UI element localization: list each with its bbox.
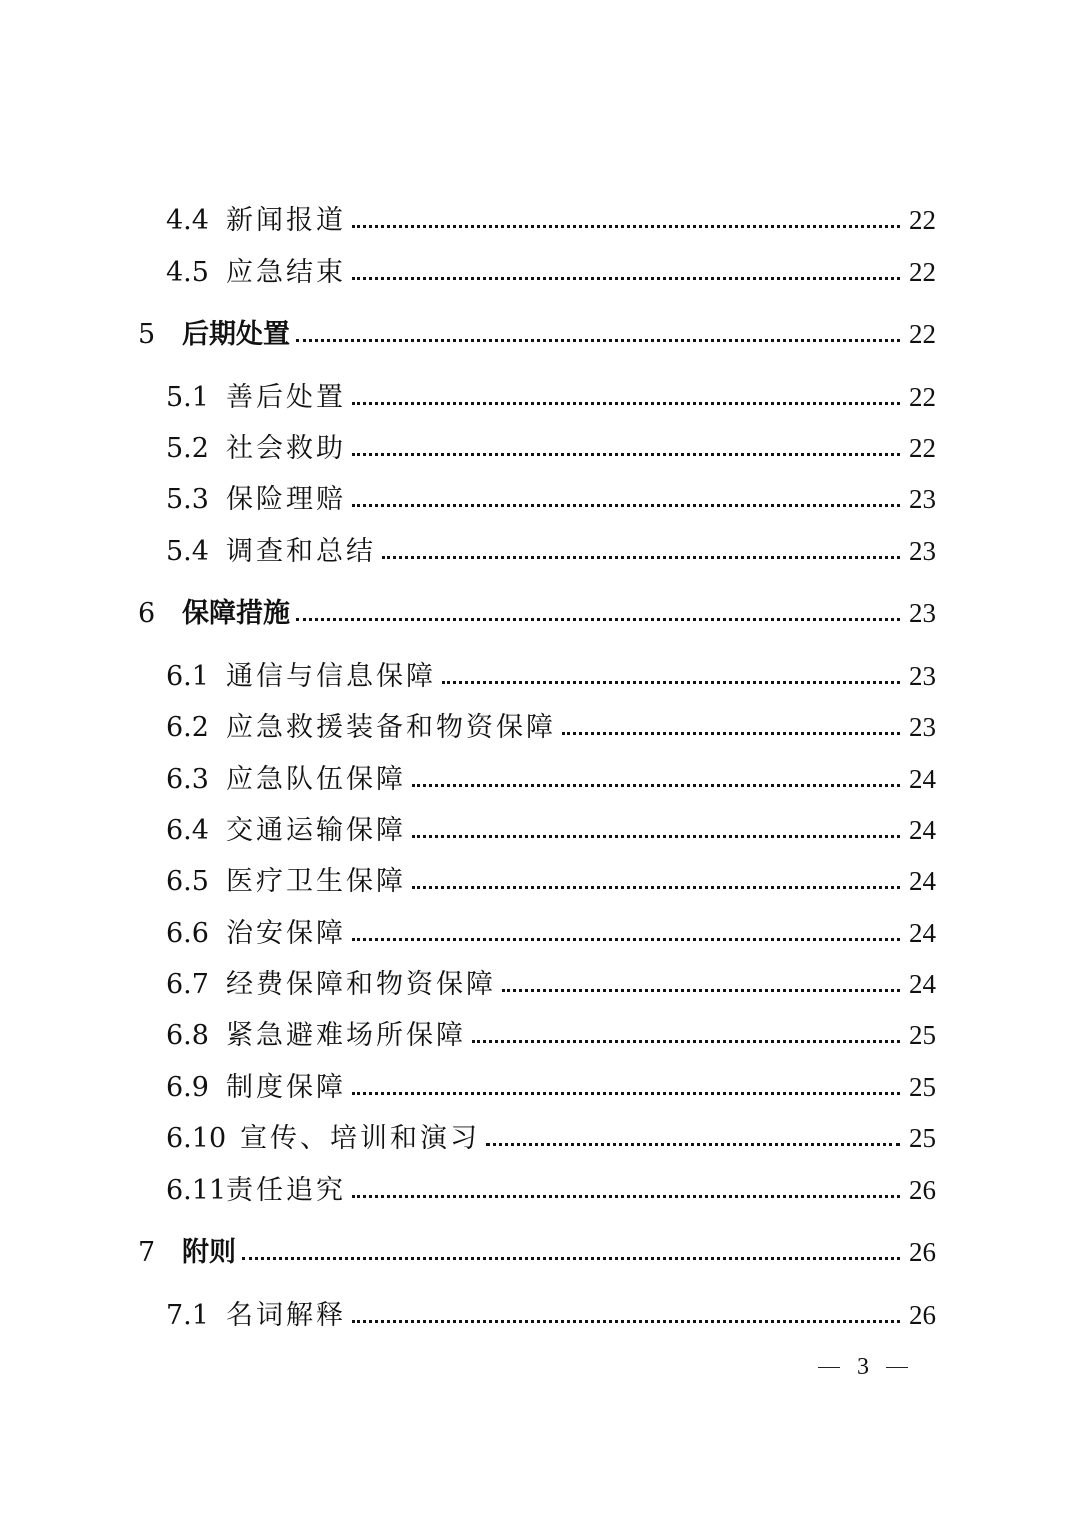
toc-entry-6[interactable]: [138, 596, 936, 631]
toc-entry-title: 制度保障: [226, 1072, 346, 1103]
dot-leader: [486, 1143, 900, 1146]
toc-entry-title: 名词解释: [226, 1300, 346, 1331]
dot-leader: [352, 225, 900, 228]
toc-entry-title: 通信与信息保障: [226, 661, 436, 692]
toc-entry-6-6[interactable]: [166, 916, 936, 951]
toc-entry-4-4[interactable]: [166, 203, 936, 238]
dot-leader: [352, 938, 900, 941]
toc-entry-page: 22: [909, 382, 936, 412]
toc-entry-number: 6.7: [166, 969, 209, 1000]
toc-entry-number: 5.4: [166, 536, 209, 567]
dot-leader: [412, 784, 900, 787]
toc-entry-number: 6.2: [166, 712, 209, 743]
toc-entry-title: 保障措施: [182, 598, 290, 629]
toc-entry-page: 24: [909, 866, 936, 896]
toc-entry-6-10[interactable]: [166, 1121, 936, 1156]
toc-entry-4-5[interactable]: [166, 255, 936, 290]
dot-leader: [352, 277, 900, 280]
toc-entry-number: 6.11: [166, 1175, 227, 1206]
dot-leader: [442, 681, 900, 684]
toc-entry-page: 25: [909, 1072, 936, 1102]
toc-entry-number: 6.9: [166, 1072, 209, 1103]
toc-entry-6-5[interactable]: [166, 864, 936, 899]
toc-entry-title: 新闻报道: [226, 205, 346, 236]
toc-entry-page: 22: [909, 257, 936, 287]
toc-entry-page: 23: [909, 536, 936, 566]
dot-leader: [352, 1195, 900, 1198]
toc-entry-number: 7.1: [166, 1300, 209, 1331]
toc-entry-number: 5.1: [166, 382, 209, 413]
toc-entry-title: 后期处置: [182, 319, 290, 350]
toc-entry-title: 应急队伍保障: [226, 764, 406, 795]
toc-entry-number: 6.4: [166, 815, 209, 846]
toc-entry-page: 24: [909, 918, 936, 948]
toc-entry-6-2[interactable]: [166, 710, 936, 745]
toc-entry-5-4[interactable]: [166, 534, 936, 569]
toc-entry-number: 5.3: [166, 484, 209, 515]
dot-leader: [352, 1320, 900, 1323]
toc-entry-page: 25: [909, 1123, 936, 1153]
toc-entry-page: 24: [909, 815, 936, 845]
dot-leader: [352, 504, 900, 507]
toc-entry-number: 4.4: [166, 205, 209, 236]
toc-entry-page: 22: [909, 433, 936, 463]
toc-entry-title: 社会救助: [226, 433, 346, 464]
toc-entry-title: 医疗卫生保障: [226, 866, 406, 897]
toc-entry-page: 23: [909, 598, 936, 628]
toc-entry-number: 6.8: [166, 1020, 209, 1051]
toc-entry-title: 保险理赔: [226, 484, 346, 515]
toc-entry-title: 交通运输保障: [226, 815, 406, 846]
dot-leader: [296, 339, 900, 342]
page-footer: [818, 1352, 908, 1382]
toc-entry-title: 宣传、培训和演习: [240, 1123, 480, 1154]
toc-entry-number: 7: [138, 1237, 156, 1268]
toc-entry-6-9[interactable]: [166, 1070, 936, 1105]
toc-entry-7[interactable]: [138, 1235, 936, 1270]
dot-leader: [382, 556, 900, 559]
toc-entry-number: 6.10: [166, 1123, 227, 1154]
toc-entry-title: 经费保障和物资保障: [226, 969, 496, 1000]
toc-entry-page: 23: [909, 712, 936, 742]
toc-entry-5-2[interactable]: [166, 431, 936, 466]
toc-entry-number: 4.5: [166, 257, 209, 288]
toc-entry-title: 应急结束: [226, 257, 346, 288]
toc-entry-number: 6.5: [166, 866, 209, 897]
toc-entry-title: 应急救援装备和物资保障: [226, 712, 556, 743]
toc-entry-page: 23: [909, 661, 936, 691]
toc-entry-5-3[interactable]: [166, 482, 936, 517]
dot-leader: [562, 732, 900, 735]
toc-entry-number: 5.2: [166, 433, 209, 464]
toc-entry-number: 6: [138, 598, 156, 629]
toc-entry-6-4[interactable]: [166, 813, 936, 848]
dot-leader: [502, 989, 900, 992]
toc-entry-page: 24: [909, 969, 936, 999]
toc-entry-5-1[interactable]: [166, 380, 936, 415]
dot-leader: [412, 886, 900, 889]
dot-leader: [296, 618, 900, 621]
toc-entry-page: 24: [909, 764, 936, 794]
toc-entry-page: 23: [909, 484, 936, 514]
toc-entry-6-1[interactable]: [166, 659, 936, 694]
toc-entry-number: 6.3: [166, 764, 209, 795]
toc-entry-title: 善后处置: [226, 382, 346, 413]
toc-entry-page: 26: [909, 1175, 936, 1205]
dot-leader: [412, 835, 900, 838]
toc-entry-page: 26: [909, 1300, 936, 1330]
toc-entry-page: 22: [909, 205, 936, 235]
toc-entry-title: 紧急避难场所保障: [226, 1020, 466, 1051]
dot-leader: [352, 402, 900, 405]
toc-entry-title: 调查和总结: [226, 536, 376, 567]
toc-entry-title: 治安保障: [226, 918, 346, 949]
toc-entry-page: 25: [909, 1020, 936, 1050]
toc-entry-number: 6.1: [166, 661, 209, 692]
toc-entry-number: 5: [138, 319, 156, 350]
toc-entry-page: 26: [909, 1237, 936, 1267]
dot-leader: [352, 453, 900, 456]
toc-entry-page: 22: [909, 319, 936, 349]
page-number: 3: [857, 1353, 869, 1380]
dot-leader: [242, 1257, 900, 1260]
footer-dash-left: [818, 1367, 840, 1368]
toc-entry-title: 责任追究: [226, 1175, 346, 1206]
dot-leader: [352, 1092, 900, 1095]
toc-entry-6-3[interactable]: [166, 762, 936, 797]
toc-entry-number: 6.6: [166, 918, 209, 949]
toc-entry-title: 附则: [182, 1237, 236, 1268]
footer-dash-right: [886, 1367, 908, 1368]
toc-entry-6-11[interactable]: [166, 1173, 936, 1208]
toc-entry-6-8[interactable]: [166, 1018, 936, 1053]
toc-entry-6-7[interactable]: [166, 967, 936, 1002]
toc-entry-5[interactable]: [138, 317, 936, 352]
toc-entry-7-1[interactable]: [166, 1298, 936, 1333]
dot-leader: [472, 1040, 900, 1043]
